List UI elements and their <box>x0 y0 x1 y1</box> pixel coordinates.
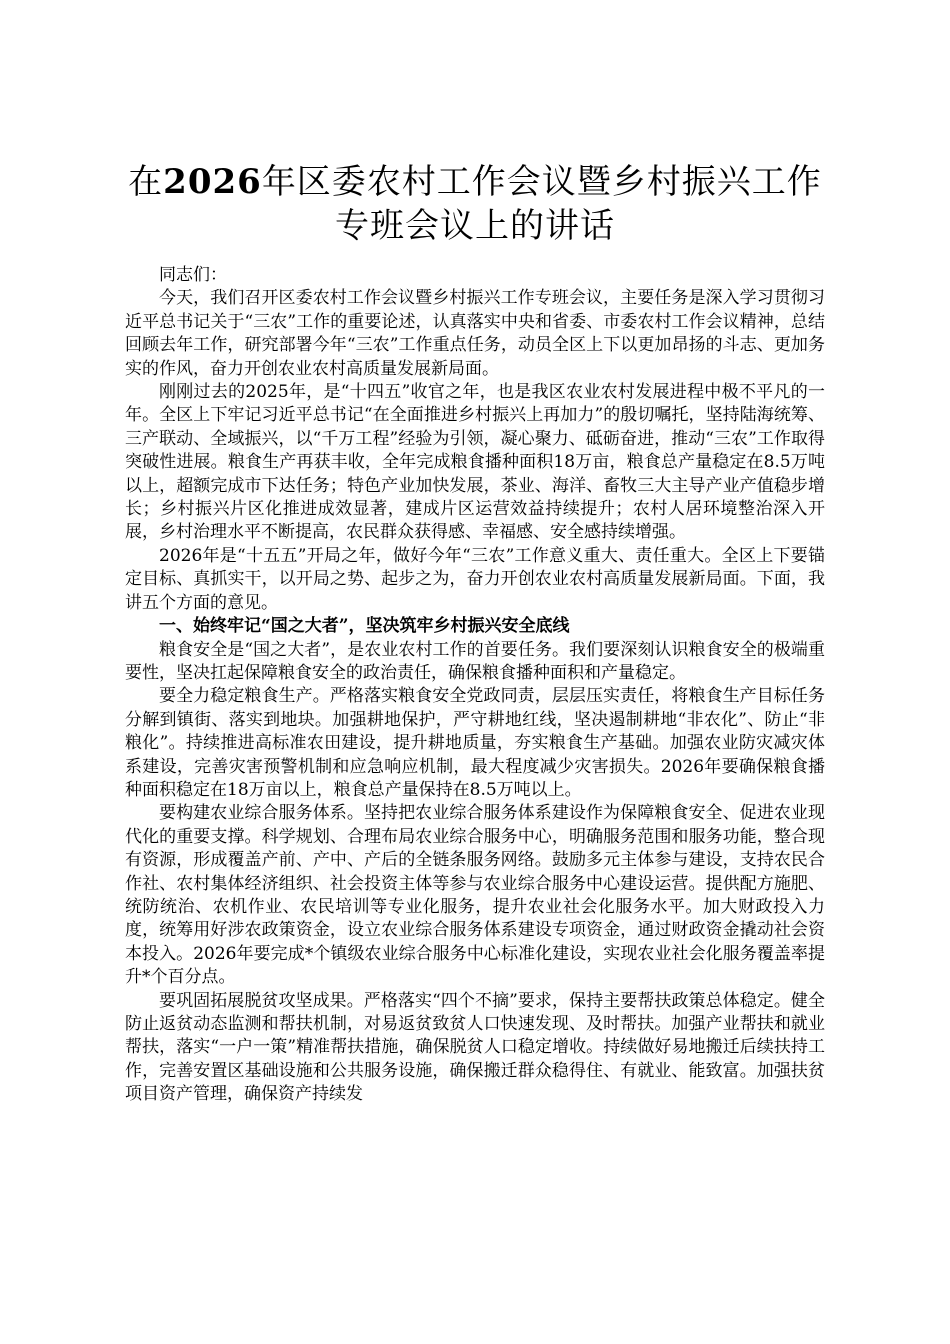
paragraph-poverty-results: 要巩固拓展脱贫攻坚成果。严格落实“四个不摘”要求，保持主要帮扶政策总体稳定。健全防止返贫动态监测和帮扶机制，对易返贫致贫人口快速发现、及时帮扶。加强产业帮扶和就业帮扶，落实“一户一策”精准帮扶措施，确保脱贫人口稳定增收。持续做好易地搬迁后续扶持工作，完善安置区基础设施和公共服务设施，确保搬迁群众稳得住、有就业、能致富。加强扶贫项目资产管理，确保资产持续发 <box>125 990 825 1105</box>
title-line-2: 专班会议上的讲话 <box>335 206 615 246</box>
title-suffix: 年区委农村工作会议暨乡村振兴工作 <box>261 162 822 202</box>
greeting: 同志们： <box>159 265 227 285</box>
paragraph-food-security: 粮食安全是“国之大者”，是农业农村工作的首要任务。我们要深刻认识粮食安全的极端重要性，坚决扛起保障粮食安全的政治责任，确保粮食播种面积和产量稳定。 <box>125 639 825 683</box>
document-body <box>125 264 825 1107</box>
title-prefix: 在 <box>128 162 164 202</box>
title-year: 2026 <box>163 162 262 202</box>
paragraph-outlook: 2026年是“十五五”开局之年，做好今年“三农”工作意义重大、责任重大。全区上下要锚定目标、真抓实干，以开局之势、起步之为，奋力开创农业农村高质量发展新局面。下面，我讲五个方面的意见。 <box>125 545 825 613</box>
document-page <box>125 160 825 1107</box>
document-title <box>125 160 825 248</box>
paragraph-grain-production: 要全力稳定粮食生产。严格落实粮食安全党政同责，层层压实责任，将粮食生产目标任务分解到镇街、落实到地块。加强耕地保护，严守耕地红线，坚决遏制耕地“非农化”、防止“非粮化”。持续推进高标准农田建设，提升耕地质量，夯实粮食生产基础。加强农业防灾减灾体系建设，完善灾害预警机制和应急响应机制，最大程度减少灾害损失。2026年要确保粮食播种面积稳定在18万亩以上，粮食总产量保持在8.5万吨以上。 <box>125 686 825 800</box>
paragraph-service-system: 要构建农业综合服务体系。坚持把农业综合服务体系建设作为保障粮食安全、促进农业现代化的重要支撑。科学规划、合理布局农业综合服务中心，明确服务范围和服务功能，整合现有资源，形成覆盖产前、产中、产后的全链条服务网络。鼓励多元主体参与建设，支持农民合作社、农村集体经济组织、社会投资主体等参与农业综合服务中心建设运营。提供配方施肥、统防统治、农机作业、农民培训等专业化服务，提升农业社会化服务水平。加大财政投入力度，统筹用好涉农政策资金，设立农业综合服务体系建设专项资金，通过财政资金撬动社会资本投入。2026年要完成*个镇级农业综合服务中心标准化建设，实现农业社会化服务覆盖率提升*个百分点。 <box>125 803 825 988</box>
paragraph-review: 刚刚过去的2025年，是“十四五”收官之年，也是我区农业农村发展进程中极不平凡的一年。全区上下牢记习近平总书记“在全面推进乡村振兴上再加力”的殷切嘱托，坚持陆海统筹、三产联动、全域振兴，以“千万工程”经验为引领，凝心聚力、砥砺奋进，推动“三农”工作取得突破性进展。粮食生产再获丰收，全年完成粮食播种面积18万亩，粮食总产量稳定在8.5万吨以上，超额完成市下达任务；特色产业加快发展，茶业、海洋、畜牧三大主导产业产值稳步增长；乡村振兴片区化推进成效显著，建成片区运营效益持续提升；农村人居环境整治深入开展，乡村治理水平不断提高，农民群众获得感、幸福感、安全感持续增强。 <box>125 382 825 543</box>
paragraph-opening: 今天，我们召开区委农村工作会议暨乡村振兴工作专班会议，主要任务是深入学习贯彻习近平总书记关于“三农”工作的重要论述，认真落实中央和省委、市委农村工作会议精神，总结回顾去年工作，研究部署今年“三农”工作重点任务，动员全区上下以更加昂扬的斗志、更加务实的作风，奋力开创农业农村高质量发展新局面。 <box>125 288 825 379</box>
section-heading: 一、始终牢记“国之大者”，坚决筑牢乡村振兴安全底线 <box>159 616 570 637</box>
title-line-1 <box>125 160 825 204</box>
